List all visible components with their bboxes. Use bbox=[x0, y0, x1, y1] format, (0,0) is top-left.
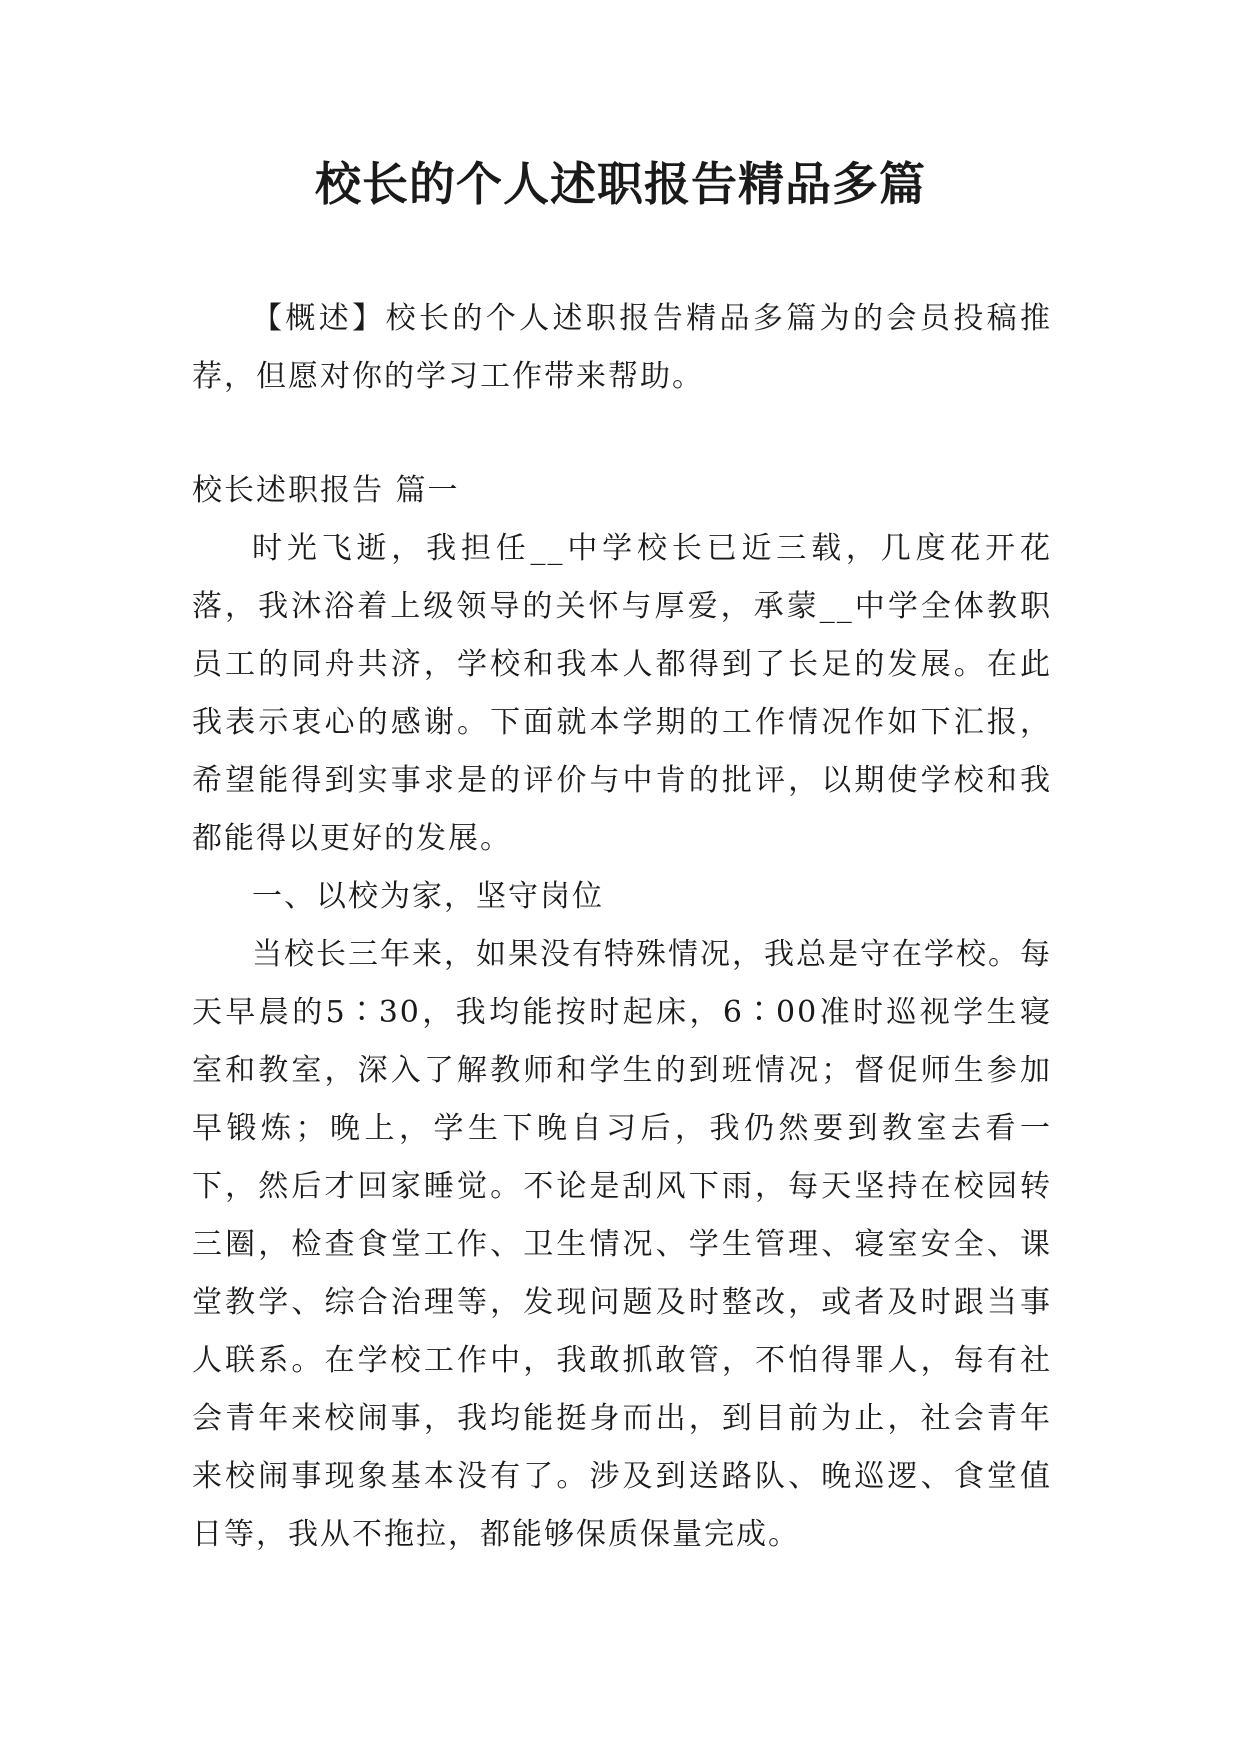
document-title: 校长的个人述职报告精品多篇 bbox=[315, 157, 926, 211]
overview-paragraph: 【概述】校长的个人述职报告精品多篇为的会员投稿推荐，但愿对你的学习工作带来帮助。 bbox=[192, 301, 1052, 394]
body-paragraph-1: 时光飞逝，我担任__中学校长已近三载，几度花开花落，我沐浴着上级领导的关怀与厚爱，承蒙__中学全体教职员工的同舟共济，学校和我本人都得到了长足的发展。在此我表示衷心的感谢。下面就本学期的工作情况作如下汇报，希望能得到实事求是的评价与中肯的批评，以期使学校和我都能得以更好的发展。 bbox=[192, 531, 1052, 856]
body-paragraph-2: 当校长三年来，如果没有特殊情况，我总是守在学校。每天早晨的5∶30，我均能按时起床，6∶00准时巡视学生寝室和教室，深入了解教师和学生的到班情况；督促师生参加早锻炼；晚上，学生下晚自习后，我仍然要到教室去看一下，然后才回家睡觉。不论是刮风下雨，每天坚持在校园转三圈，检查食堂工作、卫生情况、学生管理、寝室安全、课堂教学、综合治理等，发现问题及时整改，或者及时跟当事人联系。在学校工作中，我敢抓敢管，不怕得罪人，每有社会青年来校闹事，我均能挺身而出，到目前为止，社会青年来校闹事现象基本没有了。涉及到送路队、晚巡逻、食堂值日等，我从不拖拉，都能够保质保量完成。 bbox=[192, 937, 1052, 1552]
section-title: 校长述职报告 篇一 bbox=[192, 473, 460, 508]
body-heading-1: 一、以校为家，坚守岗位 bbox=[252, 879, 604, 914]
document-body bbox=[192, 290, 1052, 1564]
